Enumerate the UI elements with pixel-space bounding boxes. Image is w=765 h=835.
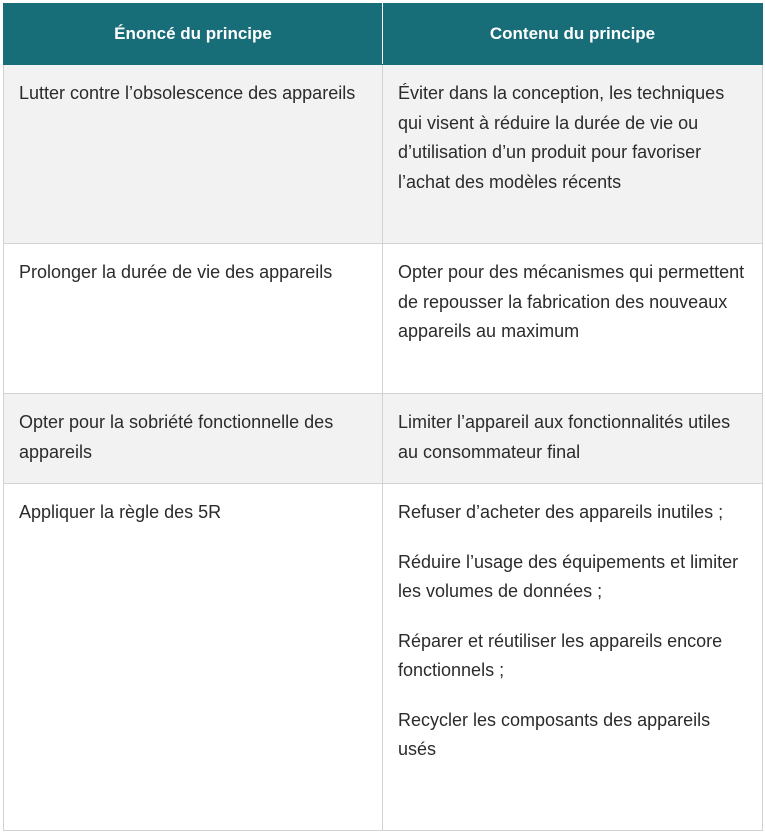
- table-row: [4, 65, 763, 244]
- table-header-row: [4, 4, 763, 65]
- principle-cell: Opter pour la sobriété fonctionnelle des appareils: [4, 394, 383, 484]
- column-header-principle: Énoncé du principe: [4, 4, 383, 65]
- content-cell: Limiter l’appareil aux fonctionnalités utiles au consommateur final: [383, 394, 763, 484]
- table-row: [4, 244, 763, 394]
- principles-table: [3, 3, 763, 831]
- content-list-item: Refuser d’acheter des appareils inutiles ;: [398, 502, 724, 522]
- principle-cell: Lutter contre l’obsolescence des appareils: [4, 65, 383, 244]
- content-cell: Opter pour des mécanismes qui permettent de repousser la fabrication des nouveaux appareils au maximum: [383, 244, 763, 394]
- column-header-content: Contenu du principe: [383, 4, 763, 65]
- table-row: [4, 394, 763, 484]
- content-list-item: Recycler les composants des appareils usés: [398, 709, 711, 759]
- content-cell: [383, 484, 763, 831]
- table-row: [4, 484, 763, 831]
- content-cell: Éviter dans la conception, les techniques qui visent à réduire la durée de vie ou d’utilisation d’un produit pour favoriser l’achat des modèles récents: [383, 65, 763, 244]
- content-list-item: Réduire l’usage des équipements et limiter les volumes de données ;: [398, 551, 739, 601]
- principle-cell: Prolonger la durée de vie des appareils: [4, 244, 383, 394]
- principle-cell: Appliquer la règle des 5R: [4, 484, 383, 831]
- content-list-item: Réparer et réutiliser les appareils encore fonctionnels ;: [398, 630, 723, 680]
